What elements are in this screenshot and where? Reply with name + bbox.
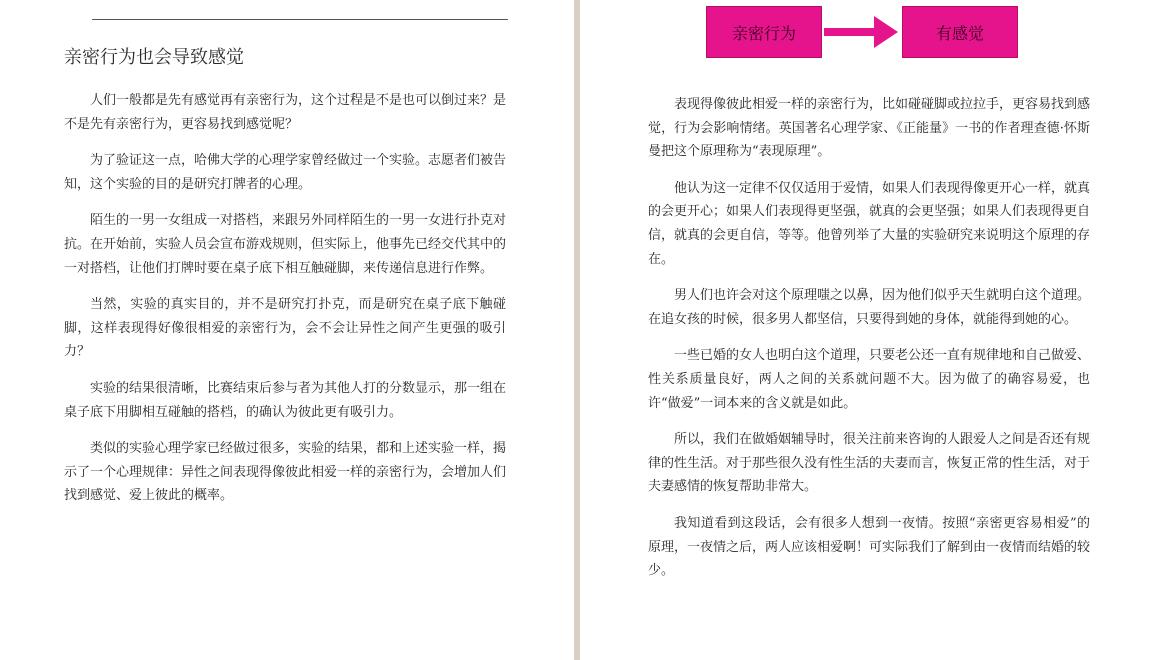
arrow-shaft <box>824 28 876 36</box>
paragraph: 类似的实验心理学家已经做过很多，实验的结果，都和上述实验一样，揭示了一个心理规律：异性之间表现得像彼此相爱一样的亲密行为，会增加人们找到感觉、爱上彼此的概率。 <box>64 441 507 504</box>
right-page-body <box>648 93 1090 596</box>
arrow-head <box>874 16 898 48</box>
paragraph: 我知道看到这段话，会有很多人想到一夜情。按照“亲密更容易相爱”的原理，一夜情之后，两人应该相爱啊！可实际我们了解到由一夜情而结婚的较少。 <box>648 515 1091 579</box>
behavior-feeling-diagram <box>706 6 1022 62</box>
paragraph: 所以，我们在做婚姻辅导时，很关注前来咨询的人跟爱人之间是否还有规律的性生活。对于那些很久没有性生活的夫妻而言，恢复正常的性生活，对于夫妻感情的恢复帮助非常大。 <box>648 432 1091 495</box>
paragraph: 男人们也许会对这个原理嗤之以鼻，因为他们似乎天生就明白这个道理。在追女孩的时候，很多男人都坚信，只要得到她的身体，就能得到她的心。 <box>648 288 1091 327</box>
paragraph: 他认为这一定律不仅仅适用于爱情，如果人们表现得像更开心一样，就真的会更开心；如果人们表现得更坚强，就真的会更坚强；如果人们表现得更自信，就真的会更自信，等等。他曾列举了大量的实验研究来说明这个原理的存在。 <box>648 180 1091 267</box>
chapter-title: 亲密行为也会导致感觉 <box>64 47 244 68</box>
diagram-box-feeling: 有感觉 <box>902 6 1018 58</box>
header-rule <box>92 19 508 20</box>
paragraph: 表现得像彼此相爱一样的亲密行为，比如碰碰脚或拉拉手，更容易找到感觉，行为会影响情绪。英国著名心理学家、《正能量》一书的作者理查德·怀斯曼把这个原理称为“表现原理”。 <box>648 97 1091 160</box>
paragraph: 陌生的一男一女组成一对搭档，来跟另外同样陌生的一男一女进行扑克对抗。在开始前，实验人员会宣布游戏规则，但实际上，他事先已经交代其中的一对搭档，让他们打牌时要在桌子底下相互触碰脚，来传递信息进行作弊。 <box>64 213 507 276</box>
paragraph: 实验的结果很清晰，比赛结束后参与者为其他人打的分数显示，那一组在桌子底下用脚相互碰触的搭档，的确认为彼此更有吸引力。 <box>64 380 507 420</box>
paragraph: 当然，实验的真实目的，并不是研究打扑克，而是研究在桌子底下触碰脚，这样表现得好像很相爱的亲密行为，会不会让异性之间产生更强的吸引力？ <box>64 297 506 360</box>
arrow-right-icon <box>824 12 900 52</box>
left-page <box>0 0 574 660</box>
paragraph: 一些已婚的女人也明白这个道理，只要老公还一直有规律地和自己做爱、性关系质量良好，两人之间的关系就问题不大。因为做了的确容易爱，也许“做爱”一词本来的含义就是如此。 <box>648 348 1091 411</box>
left-page-body <box>64 89 506 521</box>
diagram-box-intimate-behavior: 亲密行为 <box>706 6 822 58</box>
paragraph: 人们一般都是先有感觉再有亲密行为，这个过程是不是也可以倒过来？是不是先有亲密行为，更容易找到感觉呢？ <box>64 93 507 132</box>
paragraph: 为了验证这一点，哈佛大学的心理学家曾经做过一个实验。志愿者们被告知，这个实验的目的是研究打牌者的心理。 <box>64 153 507 192</box>
